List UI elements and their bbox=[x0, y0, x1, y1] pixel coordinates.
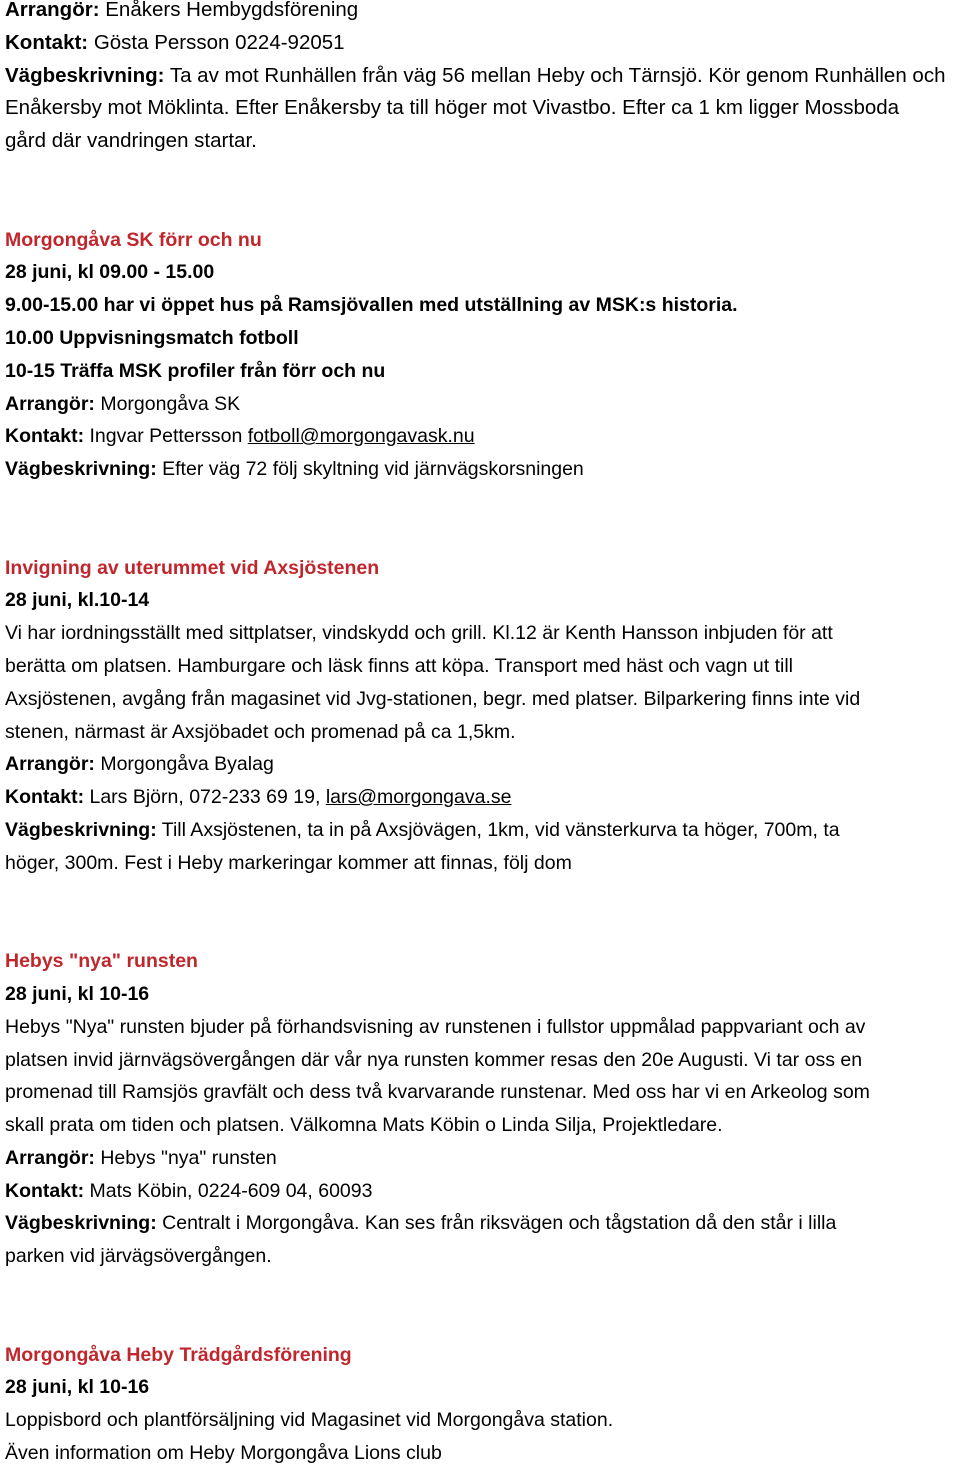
contact-line bbox=[5, 1175, 955, 1208]
description-line: Axsjöstenen, avgång från magasinet vid Jvg-stationen, begr. med platser. Bilparkering finns inte vid bbox=[5, 687, 861, 710]
contact-label: Kontakt: bbox=[5, 30, 89, 54]
event-date: 28 juni, kl.10-14 bbox=[5, 589, 150, 612]
event-date: 28 juni, kl 09.00 - 15.00 bbox=[5, 261, 215, 284]
event-date: 28 juni, kl 10-16 bbox=[5, 1376, 150, 1399]
intro-section bbox=[5, 0, 955, 158]
contact-value: Lars Björn, 072-233 69 19, bbox=[84, 786, 326, 809]
description-line: Vi har iordningsställt med sittplatser, vindskydd och grill. Kl.12 är Kenth Hansson inbjuden för att bbox=[5, 622, 833, 645]
organizer-label: Arrangör: bbox=[5, 392, 95, 415]
directions-line: höger, 300m. Fest i Heby markeringar kommer att finnas, följ dom bbox=[5, 851, 572, 874]
description-line: Hebys "Nya" runsten bjuder på förhandsvisning av runstenen i fullstor uppmålad pappvariant och av bbox=[5, 1015, 866, 1038]
email-link[interactable]: fotboll@morgongavask.nu bbox=[247, 425, 475, 448]
event-section bbox=[5, 1339, 955, 1470]
organizer-line bbox=[5, 1142, 955, 1175]
contact-label: Kontakt: bbox=[5, 1179, 85, 1202]
directions-text: Efter väg 72 följ skyltning vid järnvägskorsningen bbox=[156, 458, 584, 481]
contact-value: Gösta Persson 0224-92051 bbox=[88, 30, 345, 54]
directions-label: Vägbeskrivning: bbox=[5, 818, 157, 841]
document-page bbox=[5, 0, 955, 1470]
organizer-value: Hebys "nya" runsten bbox=[94, 1146, 277, 1169]
organizer-label: Arrangör: bbox=[5, 1146, 95, 1169]
description-line: skall prata om tiden och platsen. Välkomna Mats Köbin o Linda Silja, Projektledare. bbox=[5, 1114, 723, 1137]
contact-line bbox=[5, 420, 955, 453]
contact-value: Ingvar Pettersson bbox=[84, 425, 248, 448]
event-section bbox=[5, 945, 955, 1273]
organizer-value: Morgongåva Byalag bbox=[94, 753, 274, 776]
organizer-value: Morgongåva SK bbox=[94, 392, 241, 415]
directions-label: Vägbeskrivning: bbox=[5, 458, 157, 481]
organizer-line bbox=[5, 0, 955, 27]
organizer-label: Arrangör: bbox=[5, 0, 100, 21]
description-line: Loppisbord och plantförsäljning vid Magasinet vid Morgongåva station. bbox=[5, 1409, 614, 1432]
event-date: 28 juni, kl 10-16 bbox=[5, 982, 150, 1005]
contact-label: Kontakt: bbox=[5, 425, 85, 448]
event-title: Morgongåva SK förr och nu bbox=[5, 228, 262, 251]
organizer-line bbox=[5, 388, 955, 421]
event-section bbox=[5, 224, 955, 486]
description-line: platsen invid järnvägsövergången där vår nya runsten kommer resas den 20e Augusti. Vi tar oss en bbox=[5, 1048, 863, 1071]
contact-line bbox=[5, 781, 955, 814]
directions-line bbox=[5, 60, 955, 93]
directions-line: parken vid järvägsövergången. bbox=[5, 1245, 272, 1268]
directions-label: Vägbeskrivning: bbox=[5, 63, 165, 87]
directions-line: gård där vandringen startar. bbox=[5, 129, 257, 153]
schedule-line: 10.00 Uppvisningsmatch fotboll bbox=[5, 326, 299, 349]
directions-text: Till Axsjöstenen, ta in på Axsjövägen, 1km, vid vänsterkurva ta höger, 700m, ta bbox=[156, 818, 840, 841]
directions-line bbox=[5, 1207, 955, 1240]
spacer bbox=[5, 486, 955, 552]
event-title: Morgongåva Heby Trädgårdsförening bbox=[5, 1343, 352, 1366]
description-line: stenen, närmast är Axsjöbadet och promenad på ca 1,5km. bbox=[5, 720, 516, 743]
description-line: Även information om Heby Morgongåva Lions club bbox=[5, 1442, 442, 1465]
schedule-line: 9.00-15.00 har vi öppet hus på Ramsjövallen med utställning av MSK:s historia. bbox=[5, 294, 738, 317]
contact-value: Mats Köbin, 0224-609 04, 60093 bbox=[84, 1179, 373, 1202]
contact-label: Kontakt: bbox=[5, 786, 85, 809]
event-title: Invigning av uterummet vid Axsjöstenen bbox=[5, 556, 380, 579]
organizer-line bbox=[5, 748, 955, 781]
schedule-line: 10-15 Träffa MSK profiler från förr och nu bbox=[5, 359, 386, 382]
description-line: berätta om platsen. Hamburgare och läsk finns att köpa. Transport med häst och vagn ut till bbox=[5, 654, 793, 677]
directions-label: Vägbeskrivning: bbox=[5, 1212, 157, 1235]
email-link[interactable]: lars@morgongava.se bbox=[325, 786, 512, 809]
directions-text: Ta av mot Runhällen från väg 56 mellan Heby och Tärnsjö. Kör genom Runhällen och bbox=[164, 63, 946, 87]
organizer-label: Arrangör: bbox=[5, 753, 95, 776]
organizer-value: Enåkers Hembygdsförening bbox=[99, 0, 359, 21]
directions-line bbox=[5, 814, 955, 847]
description-line: promenad till Ramsjös gravfält och dess två kvarvarande runstenar. Med oss har vi en Arkeolog som bbox=[5, 1081, 870, 1104]
directions-line: Enåkersby mot Möklinta. Efter Enåkersby ta till höger mot Vivastbo. Efter ca 1 km ligger Mossboda bbox=[5, 96, 900, 120]
event-section bbox=[5, 552, 955, 880]
spacer bbox=[5, 1273, 955, 1339]
event-title: Hebys "nya" runsten bbox=[5, 950, 198, 973]
directions-line bbox=[5, 453, 955, 486]
spacer bbox=[5, 158, 955, 224]
contact-line bbox=[5, 27, 955, 60]
directions-text: Centralt i Morgongåva. Kan ses från riksvägen och tågstation då den står i lilla bbox=[156, 1212, 837, 1235]
spacer bbox=[5, 880, 955, 946]
